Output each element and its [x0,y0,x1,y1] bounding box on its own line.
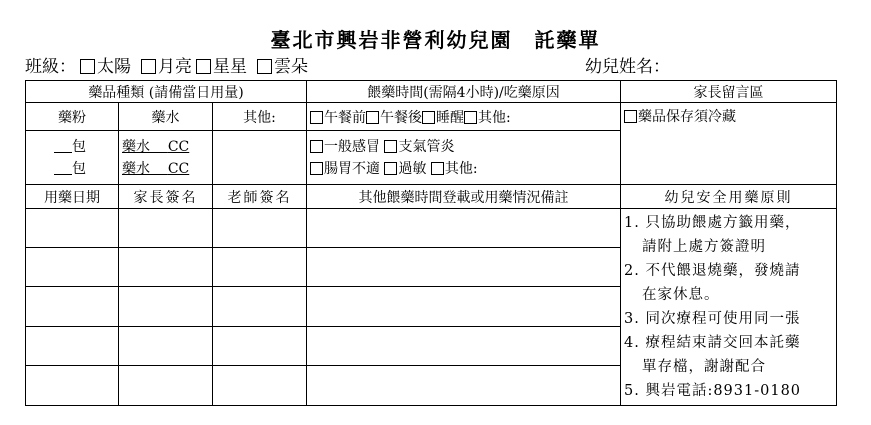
notes-cell[interactable] [307,326,621,366]
refrigerate-checkbox[interactable] [624,110,637,123]
liquid-header: 藥水 [119,103,213,131]
date-cell[interactable] [26,366,119,406]
form-name: 託藥單 [534,28,601,52]
parent-sign-cell[interactable] [119,209,213,248]
rule-1: 1. 只協助餵處方籤用藥， [624,215,801,231]
rule-2: 2. 不代餵退燒藥，發燒請 [624,263,801,279]
form-title [0,24,871,53]
medication-form-table [25,80,837,406]
child-name-field[interactable] [585,52,670,77]
notes-cell[interactable] [307,247,621,287]
date-cell[interactable] [26,247,119,287]
rule-4-cont: 單存檔，謝謝配合 [642,359,766,375]
notes-header: 其他餵藥時間登載或用藥情況備註 [307,185,621,209]
powder-unit-2: 包 [72,160,86,177]
teacher-sign-header: 老師簽名 [213,185,307,209]
kindergarten-name: 臺北市興岩非營利幼兒園 [270,28,513,52]
principles-header: 幼兒安全用藥原則 [621,185,837,209]
teacher-sign-cell[interactable] [213,287,307,327]
date-cell[interactable] [26,287,119,327]
teacher-sign-cell[interactable] [213,366,307,406]
powder-qty-2[interactable] [54,160,72,175]
class-option-cloud: 雲朵 [274,57,308,77]
parent-sign-cell[interactable] [119,247,213,287]
rule-3: 3. 同次療程可使用同一張 [624,311,801,327]
class-selector [25,52,308,77]
class-option-star: 星星 [213,57,247,77]
class-checkbox-sun[interactable] [80,59,95,74]
cold-checkbox[interactable] [310,140,323,153]
liquid-label-1: 藥水 [122,138,150,155]
parent-note-header: 家長留言區 [621,81,837,103]
class-checkbox-star[interactable] [196,59,211,74]
feeding-time-options [307,103,621,131]
child-name-label: 幼兒姓名： [585,57,670,77]
parent-sign-cell[interactable] [119,287,213,327]
before-lunch-label: 午餐前 [324,109,366,126]
liquid-unit-1: CC [167,138,190,155]
reason-options [307,131,621,185]
rule-4: 4. 療程結束請交回本託藥 [624,335,801,351]
rule-2-cont: 在家休息。 [642,287,720,303]
allergy-label: 過敏 [398,160,427,177]
allergy-checkbox[interactable] [384,162,397,175]
parent-sign-cell[interactable] [119,326,213,366]
log-row [26,209,837,248]
after-lunch-checkbox[interactable] [366,111,379,124]
other-medicine-cell[interactable] [213,131,307,185]
refrigerate-label: 藥品保存須冷藏 [638,109,736,125]
other-reason-label: 其他: [444,160,478,177]
rule-5: 5. 興岩電話:8931-0180 [624,383,802,399]
cold-label: 一般感冒 [324,138,380,155]
notes-cell[interactable] [307,366,621,406]
teacher-sign-cell[interactable] [213,326,307,366]
powder-unit-1: 包 [72,138,86,155]
info-line [25,52,805,76]
bronchitis-label: 支氣管炎 [398,138,455,155]
stomach-label: 腸胃不適 [324,160,380,177]
notes-cell[interactable] [307,287,621,327]
date-cell[interactable] [26,209,119,248]
after-lunch-label: 午餐後 [380,109,422,126]
bronchitis-checkbox[interactable] [384,140,397,153]
other-time-label: 其他: [478,109,511,126]
other-medicine-header: 其他: [213,103,307,131]
liquid-input-cell[interactable] [119,131,213,185]
before-lunch-checkbox[interactable] [310,111,323,124]
powder-input-cell[interactable] [26,131,119,185]
parent-sign-header: 家長簽名 [119,185,213,209]
liquid-label-2: 藥水 [122,160,150,177]
powder-qty-1[interactable] [54,138,72,153]
class-option-sun: 太陽 [97,57,131,77]
powder-header: 藥粉 [26,103,119,131]
class-option-moon: 月亮 [158,57,192,77]
class-label: 班級： [25,57,76,77]
medicine-type-header: 藥品種類 (請備當日用量) [26,81,307,103]
teacher-sign-cell[interactable] [213,209,307,248]
class-checkbox-cloud[interactable] [257,59,272,74]
notes-cell[interactable] [307,209,621,248]
parent-note-area[interactable] [621,103,837,185]
liquid-unit-2: CC [167,160,190,177]
parent-sign-cell[interactable] [119,366,213,406]
stomach-checkbox[interactable] [310,162,323,175]
date-cell[interactable] [26,326,119,366]
teacher-sign-cell[interactable] [213,247,307,287]
date-header: 用藥日期 [26,185,119,209]
feeding-time-header: 餵藥時間(需隔4小時)/吃藥原因 [307,81,621,103]
after-nap-checkbox[interactable] [422,111,435,124]
other-time-checkbox[interactable] [464,111,477,124]
other-reason-checkbox[interactable] [431,162,444,175]
after-nap-label: 睡醒 [436,109,464,126]
rule-1-cont: 請附上處方簽證明 [642,239,766,255]
safety-principles [621,209,837,406]
class-checkbox-moon[interactable] [141,59,156,74]
